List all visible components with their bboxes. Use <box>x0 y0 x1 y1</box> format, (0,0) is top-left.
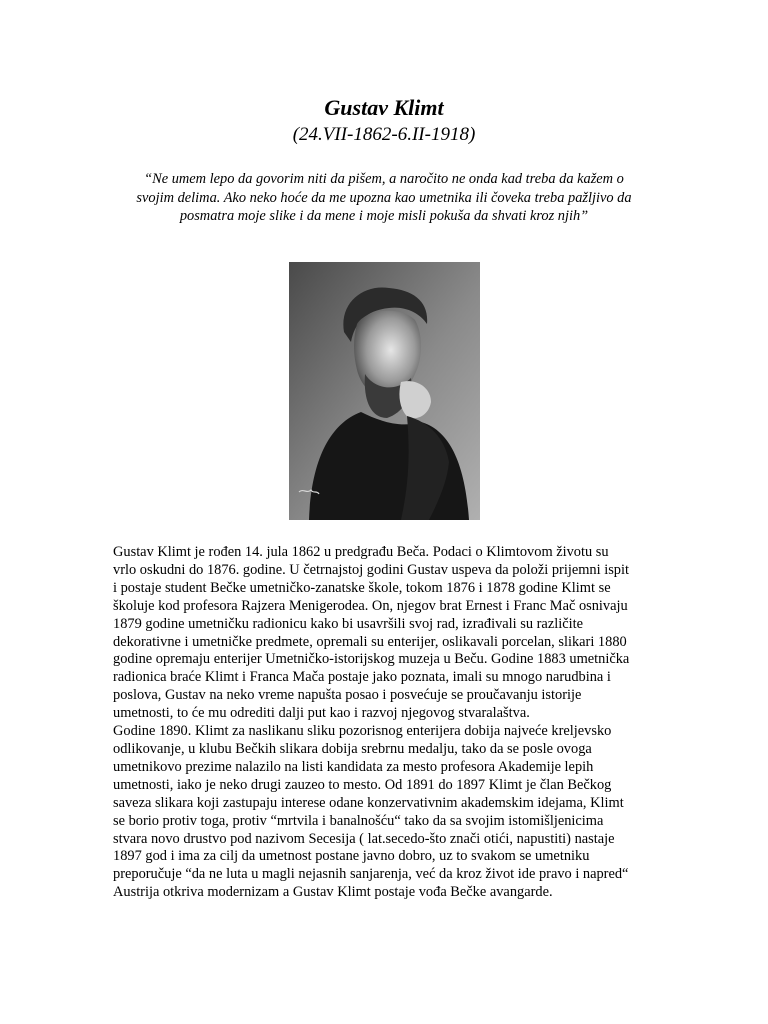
body-line: Godine 1890. Klimt za naslikanu sliku pozorisnog enterijera dobija najveće kreljevsko <box>113 723 612 740</box>
body-line: umetnosti, to će mu odrediti dalji put kao i razvoj njegovog stvaralaštva. <box>113 705 530 722</box>
body-line: Austrija otkriva modernizam a Gustav Klimt postaje vođa Bečke avangarde. <box>113 884 553 901</box>
body-line: umetnikovo prezime nalazilo na listi kandidata za mesto profesora Akademije lepih <box>113 758 594 775</box>
body-line: radionica braće Klimt i Franca Mača postaje jako poznata, imali su mnogo narudbina i <box>113 669 611 686</box>
quote-line: posmatra moje slike i da mene i moje misli pokuša da shvati kroz njih” <box>179 208 589 224</box>
body-line: odlikovanje, u klubu Bečkih slikara dobija srebrnu medalju, tako da se posle ovoga <box>113 740 592 757</box>
body-line: Gustav Klimt je rođen 14. jula 1862 u predgrađu Beča. Podaci o Klimtovom životu su <box>113 544 609 560</box>
body-line: poslova, Gustav na neko vreme napušta posao i posvećuje se proučavanju istorije <box>113 687 582 704</box>
body-line: se borio protiv toga, protiv “mrtvila i banalnošću“ tako da sa svojim istomišljenicima <box>113 812 604 829</box>
body-line: i postaje student Bečke umetničko-zanatske škole, tokom 1876 i 1878 godine Klimt se <box>113 579 611 596</box>
portrait-photo <box>289 262 480 520</box>
body-line: vrlo oskudni do 1876. godine. U četrnajstoj godini Gustav uspeva da položi prijemni ispit <box>113 561 629 578</box>
life-dates: (24.VII-1862-6.II-1918) <box>292 124 476 145</box>
body-line: dekorativne i umetničke predmete, opremali su enterijer, oslikavali porcelan, slikari 1880 <box>113 633 627 650</box>
body-line: saveza slikara koji zastupaju interese odane konzervativnim akademskim idejama, Klimt <box>113 794 624 811</box>
body-line: stvara novo drustvo pod nazivom Secesija ( lat.secedo-što znači otići, napustiti) nastaje <box>113 830 615 847</box>
portrait-illustration <box>289 262 480 520</box>
biography-text <box>113 544 658 902</box>
body-line: umetnosti, iako je neko drugi zauzeo to mesto. Od 1891 do 1897 Klimt je član Bečkog <box>113 776 612 793</box>
document-title: Gustav Klimt <box>324 95 444 120</box>
body-line: školuje kod profesora Rajzera Menigerodea. On, njegov brat Ernest i Franc Mač osnivaju <box>113 597 628 614</box>
body-line: godine opremaju enterijer Umetničko-istorijskog muzeja u Beču. Godine 1883 umetnička <box>113 651 630 668</box>
body-line: preporučuje “da ne luta u magli nejasnih sanjarenja, već da kroz život ide pravo i napred“ <box>113 866 629 883</box>
quote-line: “Ne umem lepo da govorim niti da pišem, a naročito ne onda kad treba da kažem o <box>144 171 624 187</box>
quote-line: svojim delima. Ako neko hoće da me upozna kao umetnika ili čoveka treba pažljivo da <box>136 189 632 206</box>
quote-block <box>110 170 658 226</box>
body-line: 1897 god i ima za cilj da umetnost postane javno dobro, uz to svakom se umetniku <box>113 848 590 865</box>
body-line: 1879 godine umetničku radionicu kako bi usavršili svoj rad, izrađivali su različite <box>113 615 583 632</box>
